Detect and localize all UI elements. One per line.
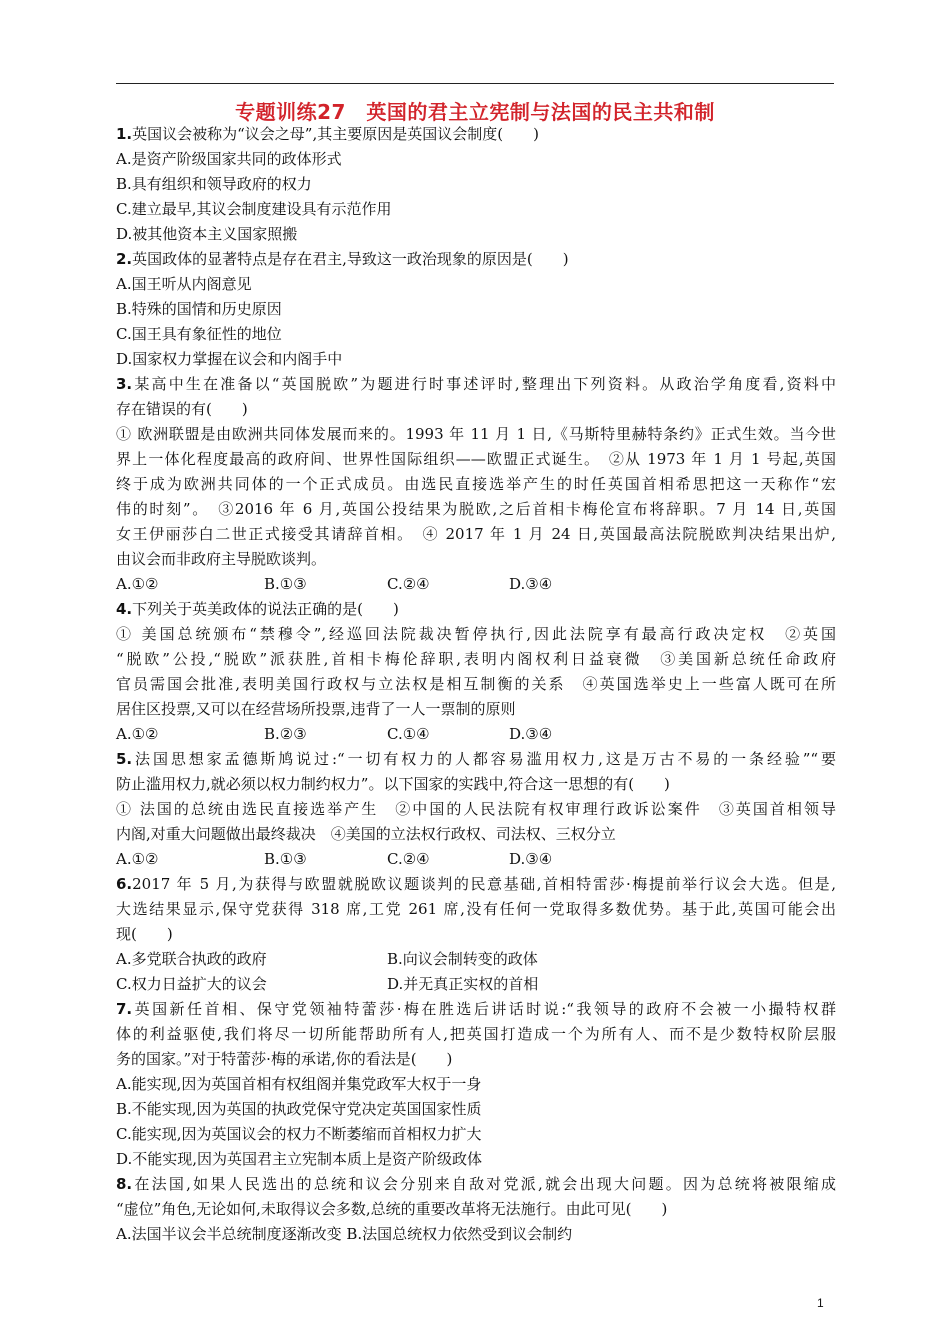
choice-b: B.②③ — [264, 725, 307, 743]
question-list — [116, 122, 836, 1247]
choice-row — [116, 947, 836, 972]
question-stem-continued: 体的利益驱使,我们将尽一切所能帮助所有人,把英国打造成一个为所有人、而不是少数特权阶层服 — [116, 1025, 836, 1043]
option-b: B.向议会制转变的政体 — [387, 950, 538, 968]
choice-a: A.①② — [116, 725, 159, 743]
material-line: 伟的时刻”。 ③2016 年 6 月,英国公投结果为脱欧,之后首相卡梅伦宣布将辞职。7 月 14 日,英国 — [116, 500, 836, 518]
question-number: 5. — [116, 750, 133, 768]
question-stem-continued: “虚位”角色,无论如何,未取得议会多数,总统的重要改革将无法施行。由此可见( ) — [116, 1200, 668, 1218]
choice-row — [116, 722, 836, 747]
material-line: “脱欧”公投,“脱欧”派获胜,首相卡梅伦辞职,表明内阁权利日益衰微 ③美国新总统任命政府 — [116, 650, 836, 668]
question-stem: 8.在法国,如果人民选出的总统和议会分别来自敌对党派,就会出现大问题。因为总统将被限缩成 — [116, 1175, 836, 1193]
option-c: C.权力日益扩大的议会 — [116, 975, 267, 993]
question-number: 7. — [116, 1000, 133, 1018]
option-a: A.是资产阶级国家共同的政体形式 — [116, 150, 342, 168]
option-d: D.不能实现,因为英国君主立宪制本质上是资产阶级政体 — [116, 1150, 483, 1168]
question-stem-continued: 务的国家。”对于特蕾莎·梅的承诺,你的看法是( ) — [116, 1050, 453, 1068]
choice-row — [116, 847, 836, 872]
question-stem: 3.某高中生在准备以“英国脱欧”为题进行时事述评时,整理出下列资料。从政治学角度看,资料中 — [116, 375, 836, 393]
option-d: D.国家权力掌握在议会和内阁手中 — [116, 350, 343, 368]
option-a: A.多党联合执政的政府 — [116, 950, 267, 968]
question-stem: 6.2017 年 5 月,为获得与欧盟就脱欧议题谈判的民意基础,首相特雷莎·梅提前举行议会大选。但是, — [116, 875, 836, 893]
option-b: B.不能实现,因为英国的执政党保守党决定英国国家性质 — [116, 1100, 482, 1118]
material-line: ① 法国的总统由选民直接选举产生 ②中国的人民法院有权审理行政诉讼案件 ③英国首相领导 — [116, 800, 836, 818]
question-5 — [116, 747, 836, 872]
material-line: 由议会而非政府主导脱欧谈判。 — [116, 550, 327, 568]
choice-a: A.①② — [116, 575, 159, 593]
option-c: C.建立最早,其议会制度建设具有示范作用 — [116, 200, 392, 218]
material-line: 居住区投票,又可以在经营场所投票,违背了一人一票制的原则 — [116, 700, 516, 718]
choice-c: C.②④ — [387, 575, 430, 593]
option-a: A.国王听从内阁意见 — [116, 275, 252, 293]
material-line: ① 欧洲联盟是由欧洲共同体发展而来的。1993 年 11 月 1 日,《马斯特里赫特条约》正式生效。当今世 — [116, 425, 836, 443]
choice-a: A.①② — [116, 850, 159, 868]
option-a-b: A.法国半议会半总统制度逐渐改变 B.法国总统权力依然受到议会制约 — [116, 1225, 573, 1243]
material-line: 界上一体化程度最高的政府间、世界性国际组织——欧盟正式诞生。 ②从 1973 年 1 月 1 号起,英国 — [116, 450, 836, 468]
question-stem-continued: 大选结果显示,保守党获得 318 席,工党 261 席,没有任何一党取得多数优势。基于此,英国可能会出 — [116, 900, 836, 918]
question-stem: 5.法国思想家孟德斯鸠说过:“一切有权力的人都容易滥用权力,这是万古不易的一条经验”“要 — [116, 750, 836, 768]
option-a: A.能实现,因为英国首相有权组阁并集党政军大权于一身 — [116, 1075, 482, 1093]
question-1 — [116, 122, 836, 247]
question-6 — [116, 872, 836, 997]
question-stem: 2.英国政体的显著特点是存在君主,导致这一政治现象的原因是( ) — [116, 250, 569, 268]
header-rule — [116, 83, 834, 84]
page-title: 专题训练27 英国的君主立宪制与法国的民主共和制 — [235, 100, 715, 124]
question-number: 3. — [116, 375, 133, 393]
question-stem-continued: 存在错误的有( ) — [116, 400, 248, 418]
material-line: 女王伊丽莎白二世正式接受其请辞首相。 ④ 2017 年 1 月 24 日,英国最高法院脱欧判决结果出炉, — [116, 525, 836, 543]
option-d: D.并无真正实权的首相 — [387, 975, 539, 993]
material-line: 官员需国会批准,表明美国行政权与立法权是相互制衡的关系 ④英国选举史上一些富人既可在所 — [116, 675, 836, 693]
question-stem: 7.英国新任首相、保守党领袖特蕾莎·梅在胜选后讲话时说:“我领导的政府不会被一小撮特权群 — [116, 1000, 836, 1018]
question-number: 8. — [116, 1175, 133, 1193]
option-c: C.国王具有象征性的地位 — [116, 325, 282, 343]
question-stem-continued: 现( ) — [116, 925, 173, 943]
choice-b: B.①③ — [264, 575, 307, 593]
question-number: 6. — [116, 875, 133, 893]
question-stem: 1.英国议会被称为“议会之母”,其主要原因是英国议会制度( ) — [116, 125, 539, 143]
choice-d: D.③④ — [509, 575, 553, 593]
choice-row — [116, 572, 836, 597]
option-d: D.被其他资本主义国家照搬 — [116, 225, 298, 243]
question-7 — [116, 997, 836, 1172]
choice-c: C.①④ — [387, 725, 430, 743]
material-line: 内阁,对重大问题做出最终裁决 ④美国的立法权行政权、司法权、三权分立 — [116, 825, 616, 843]
question-number: 2. — [116, 250, 133, 268]
choice-d: D.③④ — [509, 725, 553, 743]
option-c: C.能实现,因为英国议会的权力不断萎缩而首相权力扩大 — [116, 1125, 482, 1143]
choice-b: B.①③ — [264, 850, 307, 868]
option-b: B.特殊的国情和历史原因 — [116, 300, 282, 318]
material-line: 终于成为欧洲共同体的一个正式成员。由选民直接选举产生的时任英国首相希思把这一天称作“宏 — [116, 475, 836, 493]
question-2 — [116, 247, 836, 372]
question-number: 1. — [116, 125, 133, 143]
page-number: 1 — [817, 1296, 824, 1310]
material-line: ① 美国总统颁布“禁穆令”,经巡回法院裁决暂停执行,因此法院享有最高行政决定权 ②英国 — [116, 625, 836, 643]
choice-d: D.③④ — [509, 850, 553, 868]
question-number: 4. — [116, 600, 133, 618]
question-4 — [116, 597, 836, 747]
option-b: B.具有组织和领导政府的权力 — [116, 175, 312, 193]
choice-row — [116, 972, 836, 997]
question-3 — [116, 372, 836, 597]
question-8 — [116, 1172, 836, 1247]
question-stem: 4.下列关于英美政体的说法正确的是( ) — [116, 600, 399, 618]
question-stem-continued: 防止滥用权力,就必须以权力制约权力”。以下国家的实践中,符合这一思想的有( ) — [116, 775, 670, 793]
choice-c: C.②④ — [387, 850, 430, 868]
